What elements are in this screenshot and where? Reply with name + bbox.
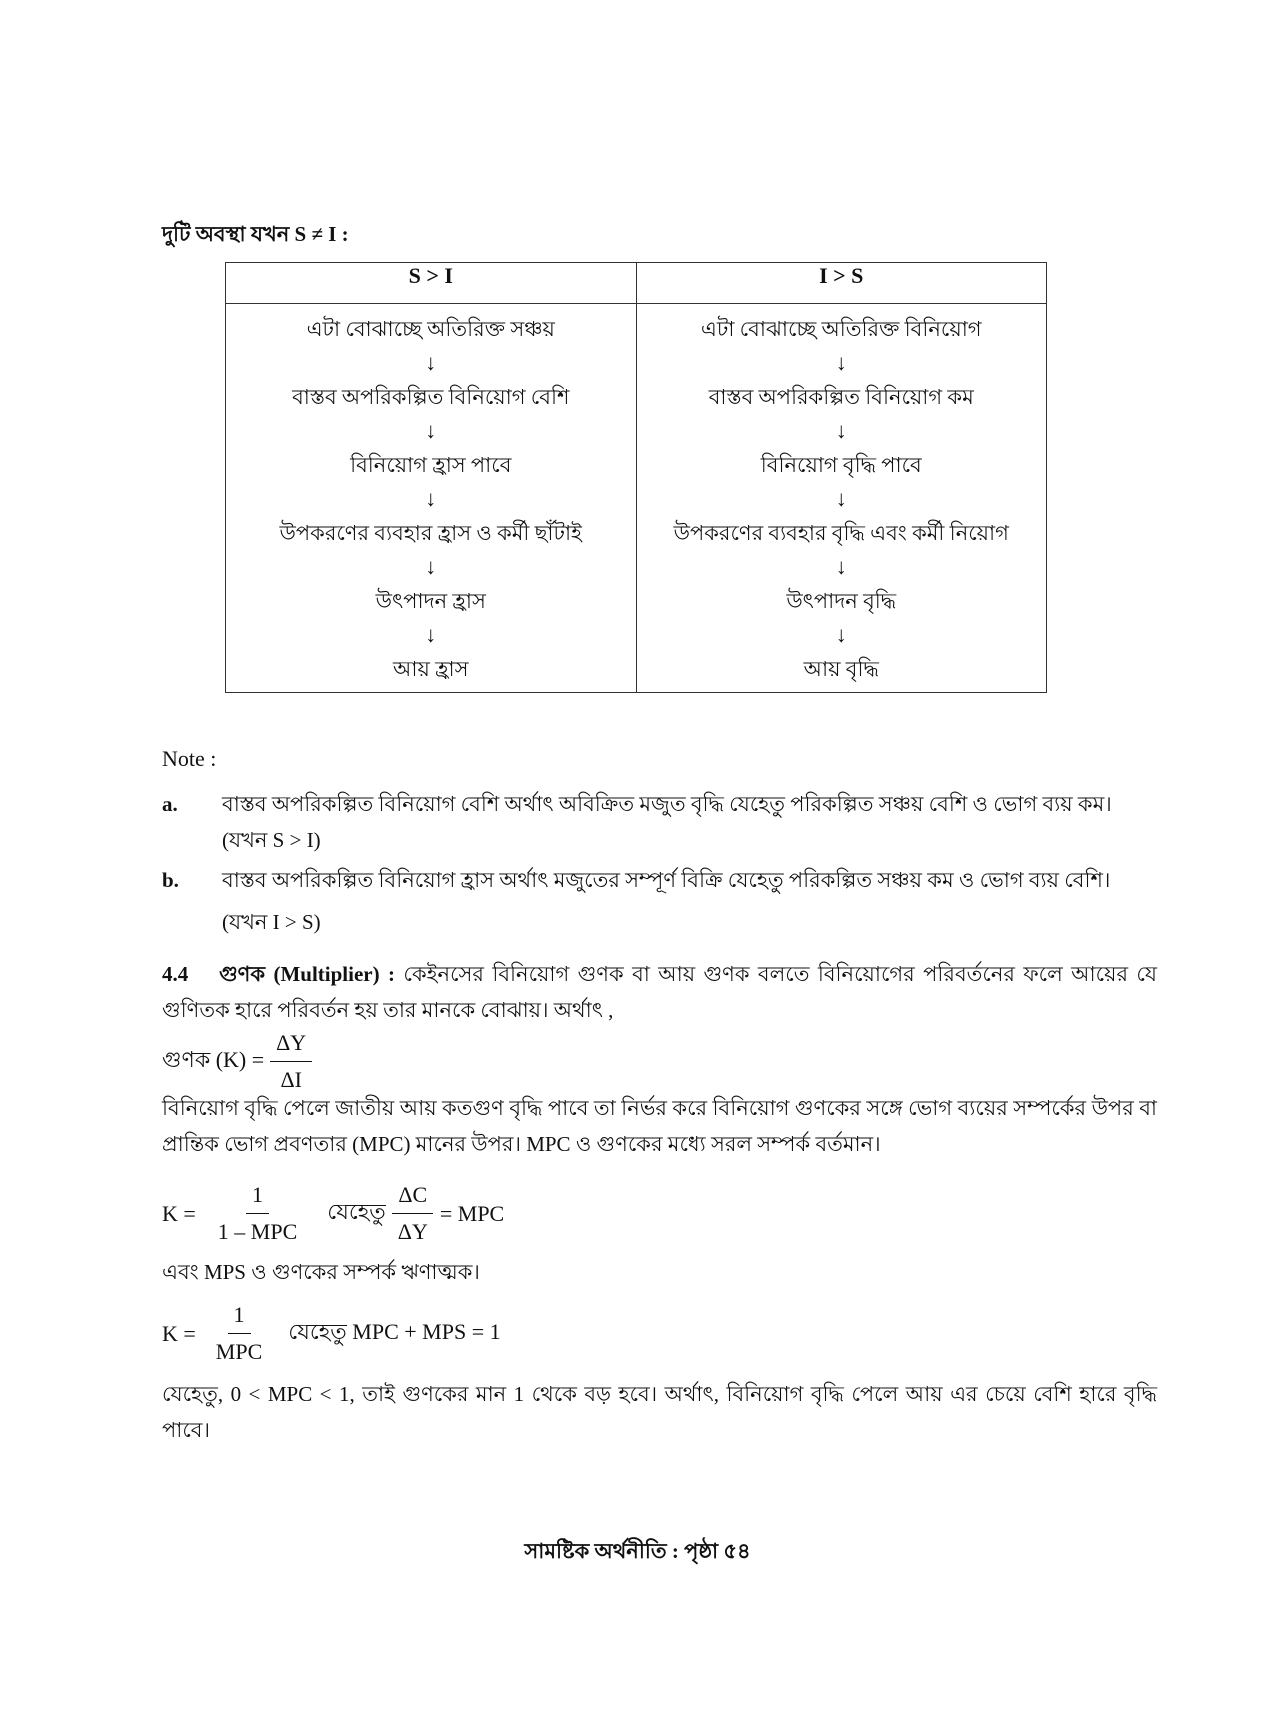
flow-step: উৎপাদন হ্রাস <box>375 589 486 613</box>
formula-k-mpc <box>162 1180 504 1247</box>
note-label: Note : <box>162 746 217 771</box>
paragraph-conclusion: যেহেতু, 0 < MPC < 1, তাই গুণকের মান 1 থেকে বড় হবে। অর্থাৎ, বিনিয়োগ বৃদ্ধি পেলে আয় এর চেয়ে বেশি হারে বৃদ্ধি পাবে। <box>162 1382 1157 1442</box>
fraction <box>212 1180 303 1247</box>
section-text: কেইনসের বিনিয়োগ গুণক বা আয় গুণক বলতে বিনিয়োগের পরিবর্তনের ফলে আয়ের যে গুণিতক হারে পরিবর্তন হয় তার মানকে বোঝায়। অর্থাৎ , <box>162 962 1158 1022</box>
formula-multiplier <box>162 1028 318 1095</box>
formula-lhs: গুণক (K) = <box>162 1047 265 1072</box>
flow-step: এটা বোঝাচ্ছে অতিরিক্ত সঞ্চয় <box>306 317 555 341</box>
section-number: 4.4 <box>162 962 189 986</box>
section-title: গুণক (Multiplier) : <box>219 962 396 986</box>
down-arrow-icon: ↓ <box>425 554 437 579</box>
flow-step: উৎপাদন বৃদ্ধি <box>786 589 897 613</box>
page-footer: সামষ্টিক অর্থনীতি : পৃষ্ঠা ৫৪ <box>524 1539 751 1563</box>
flow-step: আয় বৃদ্ধি <box>803 657 879 681</box>
numerator: 1 <box>228 1300 251 1334</box>
note-text: বাস্তব অপরিকল্পিত বিনিয়োগ হ্রাস অর্থাৎ মজুতের সম্পূর্ণ বিক্রি যেহেতু পরিকল্পিত সঞ্চয় কম ও ভোগ ব্যয় বেশি। <box>222 868 1111 892</box>
formula-rhs: যেহেতু MPC + MPS = 1 <box>288 1319 501 1344</box>
flow-step: বাস্তব অপরিকল্পিত বিনিয়োগ বেশি <box>292 385 570 409</box>
flow-step: উপকরণের ব্যবহার বৃদ্ধি এবং কর্মী নিয়োগ <box>673 521 1009 545</box>
formula-lhs: K = <box>162 1320 196 1346</box>
note-condition: (যখন S > I) <box>222 828 321 852</box>
numerator: ΔC <box>392 1180 433 1214</box>
fraction <box>392 1180 434 1247</box>
note-tag: b. <box>162 868 179 892</box>
flow-step: বাস্তব অপরিকল্পিত বিনিয়োগ কম <box>708 385 974 409</box>
flow-step: এটা বোঝাচ্ছে অতিরিক্ত বিনিয়োগ <box>700 317 982 341</box>
down-arrow-icon: ↓ <box>425 418 437 443</box>
note-item-b <box>162 862 1157 940</box>
down-arrow-icon: ↓ <box>425 622 437 647</box>
denominator: ΔY <box>397 1219 428 1244</box>
denominator: MPC <box>215 1339 263 1364</box>
down-arrow-icon: ↓ <box>835 622 847 647</box>
multiplier-definition <box>162 956 1157 1028</box>
note-text: বাস্তব অপরিকল্পিত বিনিয়োগ বেশি অর্থাৎ অবিক্রিত মজুত বৃদ্ধি যেহেতু পরিকল্পিত সঞ্চয় বেশি ও ভোগ ব্যয় কম। <box>222 792 1112 816</box>
flow-step: বিনিয়োগ হ্রাস পাবে <box>350 453 512 477</box>
flow-step: আয় হ্রাস <box>392 657 469 681</box>
formula-rhs: = MPC <box>439 1200 505 1226</box>
right-flow-column <box>636 304 1047 693</box>
note-condition: (যখন I > S) <box>222 910 321 934</box>
note-item-a <box>162 786 1157 858</box>
note-tag: a. <box>162 792 178 816</box>
table-header-s-gt-i: S > I <box>226 263 637 304</box>
down-arrow-icon: ↓ <box>425 486 437 511</box>
since-word: যেহেতু <box>327 1199 386 1224</box>
paragraph-mps: এবং MPS ও গুণকের সম্পর্ক ঋণাত্মক। <box>162 1260 480 1284</box>
formula-k-mps <box>162 1300 501 1367</box>
down-arrow-icon: ↓ <box>835 418 847 443</box>
down-arrow-icon: ↓ <box>425 350 437 375</box>
down-arrow-icon: ↓ <box>835 350 847 375</box>
denominator: ΔI <box>280 1067 302 1092</box>
numerator: 1 <box>246 1180 269 1214</box>
flow-step: উপকরণের ব্যবহার হ্রাস ও কর্মী ছাঁটাই <box>279 521 582 545</box>
numerator: ΔY <box>270 1028 312 1062</box>
left-flow-column <box>226 304 637 693</box>
comparison-table <box>225 262 1047 693</box>
fraction <box>270 1028 312 1095</box>
down-arrow-icon: ↓ <box>835 554 847 579</box>
table-header-i-gt-s: I > S <box>636 263 1047 304</box>
formula-lhs: K = <box>162 1200 196 1226</box>
denominator: 1 – MPC <box>217 1219 298 1244</box>
down-arrow-icon: ↓ <box>835 486 847 511</box>
paragraph-mpc: বিনিয়োগ বৃদ্ধি পেলে জাতীয় আয় কতগুণ বৃদ্ধি পাবে তা নির্ভর করে বিনিয়োগ গুণকের সঙ্গে ভোগ ব্যয়ের সম্পর্কের উপর বা প্রান্তিক ভোগ প্রবণতার (MPC) মানের উপর। MPC ও গুণকের মধ্যে সরল সম্পর্ক বর্তমান। <box>162 1096 1157 1156</box>
flow-step: বিনিয়োগ বৃদ্ধি পাবে <box>760 453 922 477</box>
section-heading: দুটি অবস্থা যখন S ≠ I : <box>162 222 349 246</box>
fraction <box>210 1300 268 1367</box>
